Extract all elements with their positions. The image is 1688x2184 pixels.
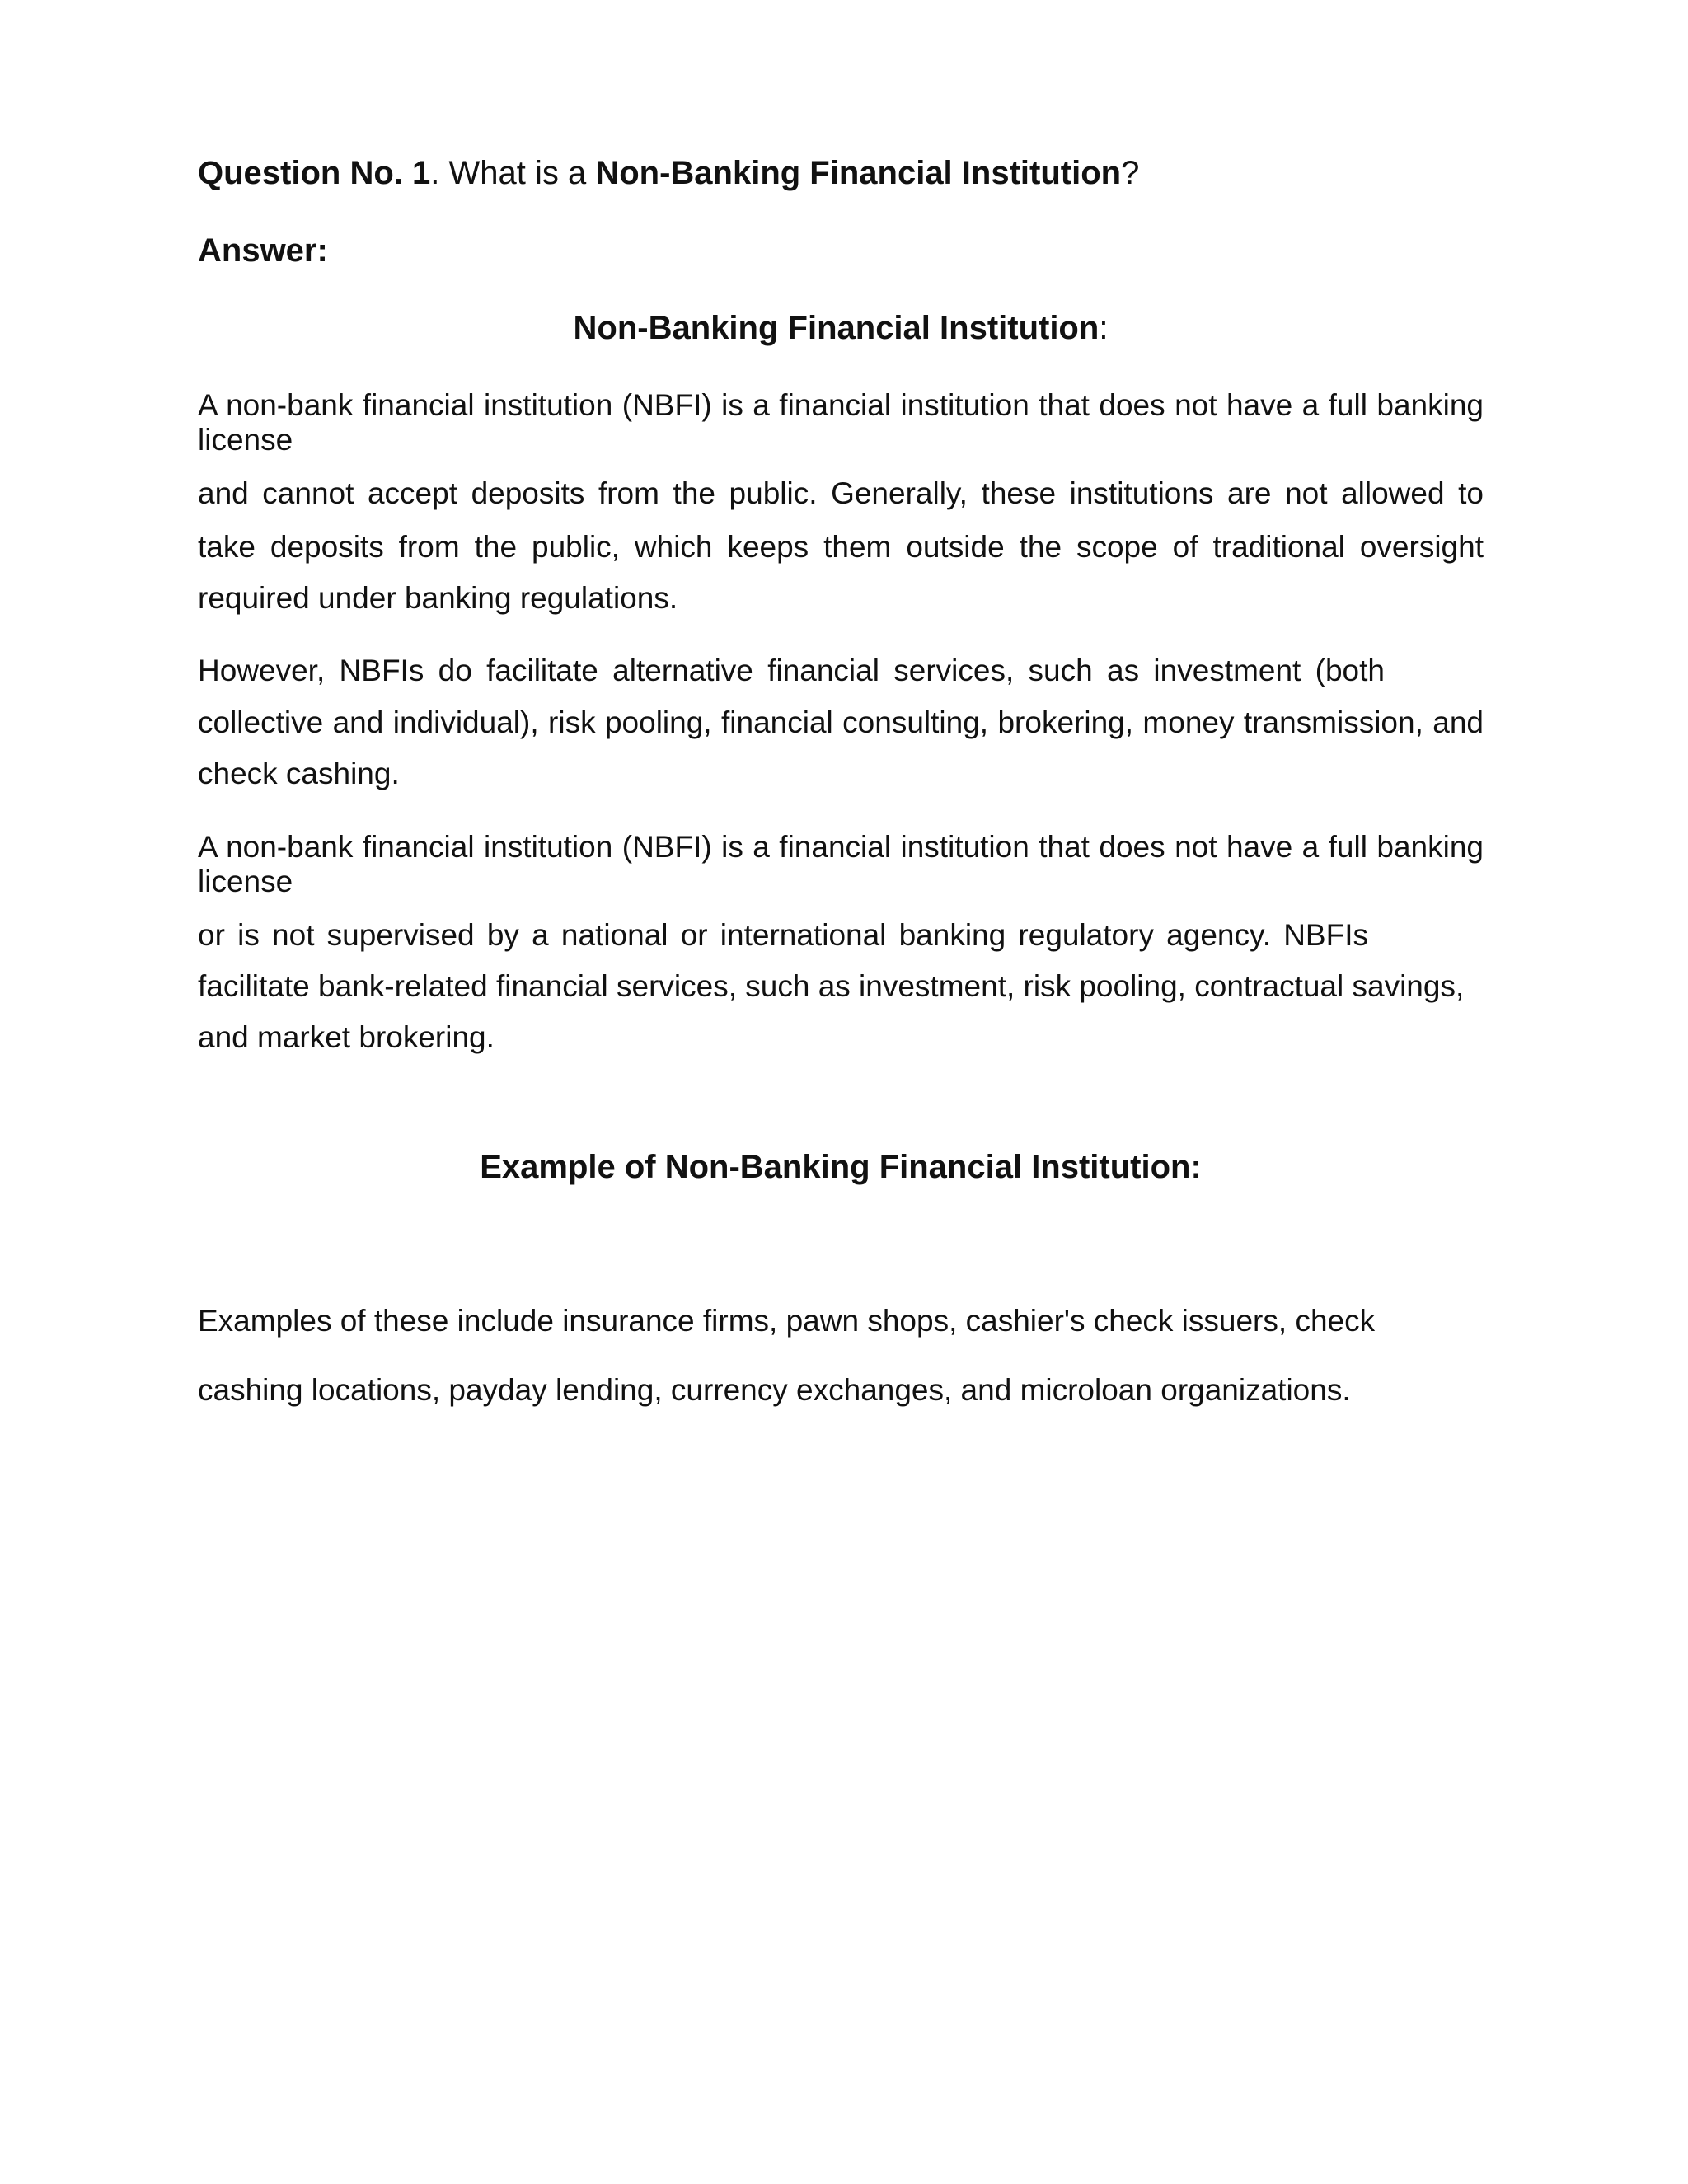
para4-line2: cashing locations, payday lending, currency exchanges, and microloan organizations. bbox=[198, 1373, 1351, 1407]
para2-line1: However, NBFIs do facilitate alternative financial services, such as investment (both bbox=[198, 654, 1385, 687]
para1-line5: required under banking regulations. bbox=[198, 581, 678, 615]
para3-line1: A non-bank financial institution (NBFI) is a financial institution that does not have a full banking bbox=[198, 830, 1484, 864]
para1-line2: license bbox=[198, 423, 293, 457]
section-heading-suffix: : bbox=[1099, 310, 1109, 346]
section-heading-text: Non-Banking Financial Institution bbox=[573, 310, 1100, 346]
question-mark: ? bbox=[1121, 155, 1140, 191]
para4-line1: Examples of these include insurance firms, pawn shops, cashier's check issuers, check bbox=[198, 1304, 1376, 1338]
para3-line5: and market brokering. bbox=[198, 1020, 495, 1054]
para3-line2: license bbox=[198, 865, 293, 898]
para1-line3: and cannot accept deposits from the public. Generally, these institutions are not allowed to bbox=[198, 476, 1484, 510]
answer-label: Answer: bbox=[198, 232, 328, 269]
question-text: . What is a bbox=[430, 155, 596, 191]
section-heading bbox=[198, 307, 1484, 349]
para2-line2: collective and individual), risk pooling, financial consulting, brokering, money transmission, and bbox=[198, 705, 1484, 739]
para1-line4: take deposits from the public, which keeps them outside the scope of traditional oversight bbox=[198, 530, 1484, 564]
question-line bbox=[198, 152, 1484, 194]
example-heading: Example of Non-Banking Financial Institution: bbox=[480, 1149, 1202, 1185]
para3-line4: facilitate bank-related financial services, such as investment, risk pooling, contractual savings, bbox=[198, 969, 1465, 1003]
para2-line3: check cashing. bbox=[198, 757, 400, 790]
question-label: Question No. 1 bbox=[198, 155, 431, 191]
para1-line1: A non-bank financial institution (NBFI) is a financial institution that does not have a full banking bbox=[198, 388, 1484, 422]
question-term: Non-Banking Financial Institution bbox=[595, 155, 1122, 191]
para3-line3: or is not supervised by a national or international banking regulatory agency. NBFIs bbox=[198, 918, 1368, 952]
